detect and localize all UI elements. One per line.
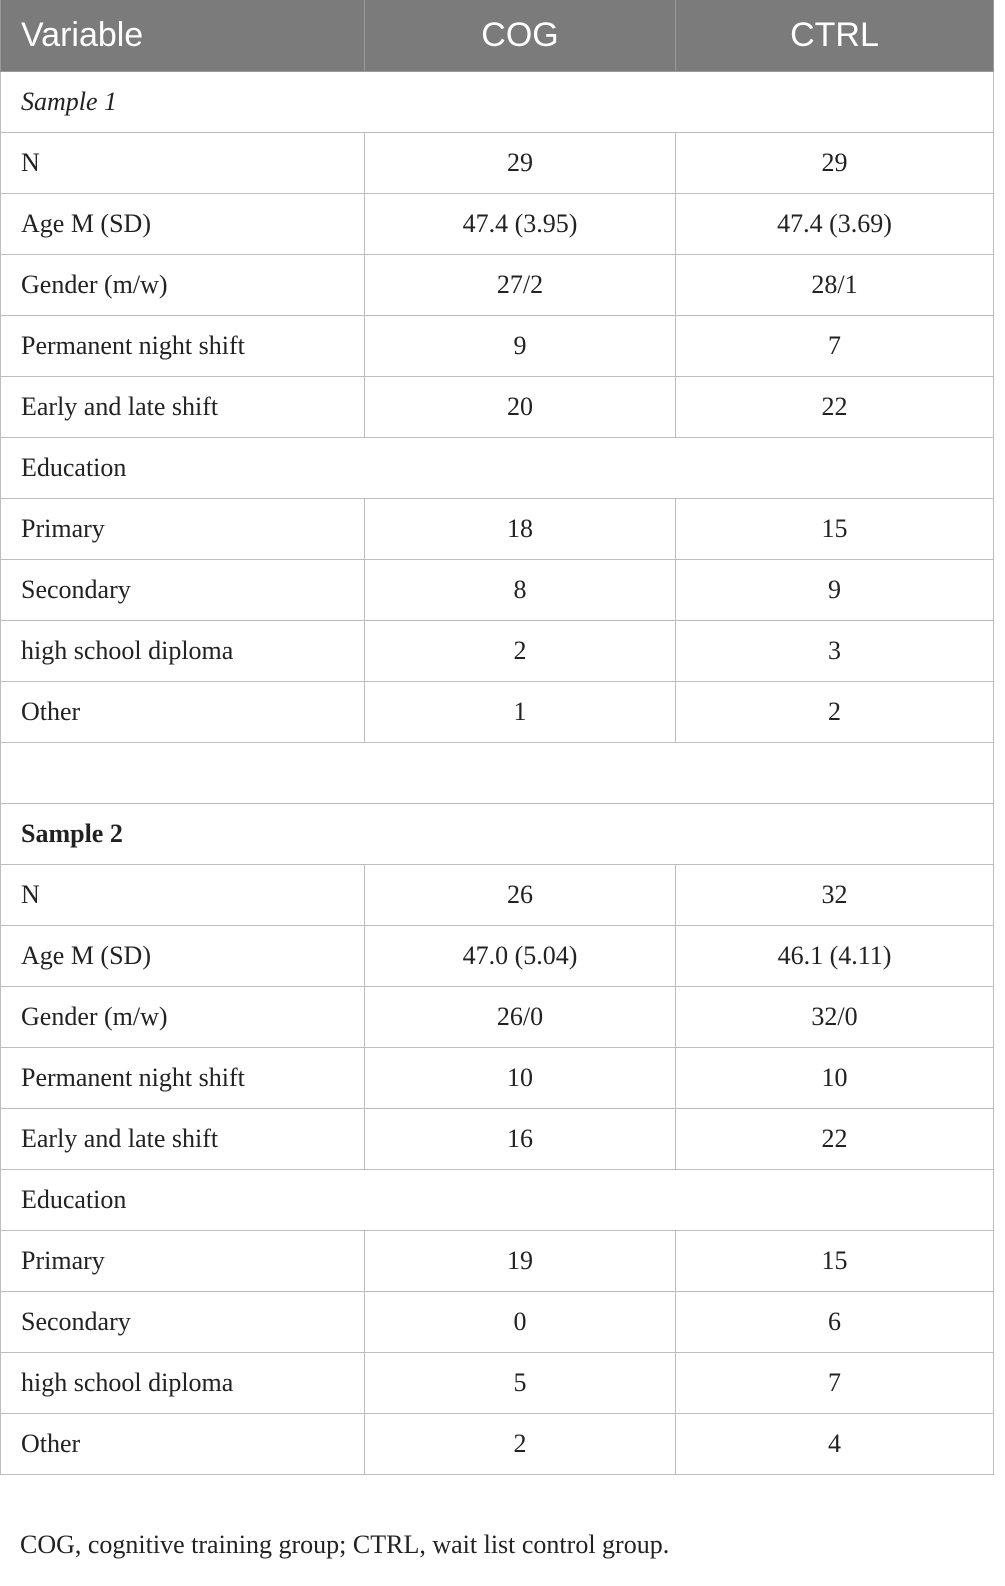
row-label: Gender (m/w) <box>1 987 365 1048</box>
table-row <box>1 499 994 560</box>
row-label: Other <box>1 682 365 743</box>
ctrl-value: 9 <box>676 560 994 621</box>
ctrl-value: 4 <box>676 1414 994 1475</box>
education-row-sample-2 <box>1 1170 994 1231</box>
row-label: Permanent night shift <box>1 316 365 377</box>
row-label: Early and late shift <box>1 377 365 438</box>
header-cog: COG <box>365 0 676 72</box>
row-label: high school diploma <box>1 621 365 682</box>
row-label: Early and late shift <box>1 1109 365 1170</box>
cog-value: 47.0 (5.04) <box>365 926 676 987</box>
row-label: N <box>1 133 365 194</box>
cog-value: 26/0 <box>365 987 676 1048</box>
ctrl-value: 32/0 <box>676 987 994 1048</box>
row-label: Age M (SD) <box>1 194 365 255</box>
ctrl-value: 32 <box>676 865 994 926</box>
table-footnote: COG, cognitive training group; CTRL, wait list control group. <box>20 1530 670 1559</box>
spacer-row <box>1 743 994 804</box>
education-label: Education <box>1 438 994 499</box>
row-label: Permanent night shift <box>1 1048 365 1109</box>
table-row <box>1 1292 994 1353</box>
header-variable: Variable <box>1 0 365 72</box>
table-header <box>1 0 994 72</box>
education-row-sample-1 <box>1 438 994 499</box>
cog-value: 19 <box>365 1231 676 1292</box>
table-row <box>1 1231 994 1292</box>
cog-value: 2 <box>365 621 676 682</box>
ctrl-value: 2 <box>676 682 994 743</box>
row-label: Primary <box>1 1231 365 1292</box>
table-row <box>1 865 994 926</box>
table-row <box>1 1414 994 1475</box>
table-row <box>1 316 994 377</box>
row-label: N <box>1 865 365 926</box>
row-label: Secondary <box>1 1292 365 1353</box>
ctrl-value: 7 <box>676 316 994 377</box>
ctrl-value: 28/1 <box>676 255 994 316</box>
section-row-sample-2 <box>1 804 994 865</box>
section-title-sample-2: Sample 2 <box>1 804 994 865</box>
row-label: Primary <box>1 499 365 560</box>
cog-value: 29 <box>365 133 676 194</box>
table-row <box>1 133 994 194</box>
cog-value: 10 <box>365 1048 676 1109</box>
table-body <box>1 72 994 1475</box>
cog-value: 47.4 (3.95) <box>365 194 676 255</box>
ctrl-value: 29 <box>676 133 994 194</box>
table-row <box>1 255 994 316</box>
row-label: Secondary <box>1 560 365 621</box>
cog-value: 0 <box>365 1292 676 1353</box>
table-row <box>1 560 994 621</box>
section-title-sample-1: Sample 1 <box>1 72 994 133</box>
table-row <box>1 926 994 987</box>
ctrl-value: 15 <box>676 1231 994 1292</box>
cog-value: 8 <box>365 560 676 621</box>
table-row <box>1 194 994 255</box>
education-label: Education <box>1 1170 994 1231</box>
cog-value: 9 <box>365 316 676 377</box>
table-row <box>1 987 994 1048</box>
cog-value: 27/2 <box>365 255 676 316</box>
cog-value: 5 <box>365 1353 676 1414</box>
row-label: Age M (SD) <box>1 926 365 987</box>
section-row-sample-1 <box>1 72 994 133</box>
table-row <box>1 1353 994 1414</box>
row-label: high school diploma <box>1 1353 365 1414</box>
cog-value: 20 <box>365 377 676 438</box>
ctrl-value: 10 <box>676 1048 994 1109</box>
row-label: Other <box>1 1414 365 1475</box>
cog-value: 26 <box>365 865 676 926</box>
table-row <box>1 1048 994 1109</box>
cog-value: 1 <box>365 682 676 743</box>
cog-value: 18 <box>365 499 676 560</box>
ctrl-value: 46.1 (4.11) <box>676 926 994 987</box>
ctrl-value: 15 <box>676 499 994 560</box>
table-row <box>1 682 994 743</box>
ctrl-value: 47.4 (3.69) <box>676 194 994 255</box>
cog-value: 16 <box>365 1109 676 1170</box>
ctrl-value: 7 <box>676 1353 994 1414</box>
cog-value: 2 <box>365 1414 676 1475</box>
ctrl-value: 6 <box>676 1292 994 1353</box>
table-row <box>1 377 994 438</box>
table-row <box>1 621 994 682</box>
spacer-cell <box>1 743 994 804</box>
header-row <box>1 0 994 72</box>
header-ctrl: CTRL <box>676 0 994 72</box>
table-row <box>1 1109 994 1170</box>
row-label: Gender (m/w) <box>1 255 365 316</box>
ctrl-value: 22 <box>676 377 994 438</box>
ctrl-value: 3 <box>676 621 994 682</box>
ctrl-value: 22 <box>676 1109 994 1170</box>
